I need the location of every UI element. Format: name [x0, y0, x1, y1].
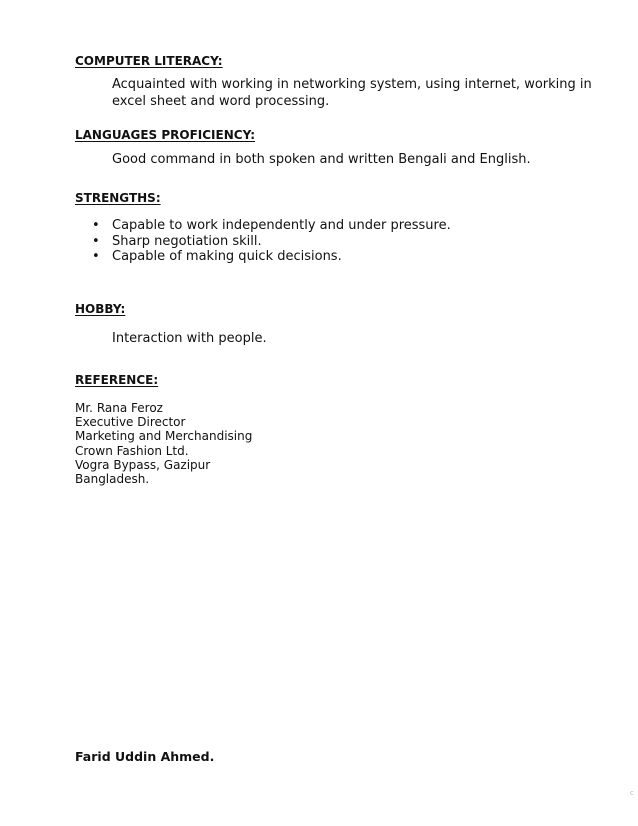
- reference-name: Mr. Rana Feroz: [75, 401, 163, 415]
- strengths-heading: STRENGTHS:: [75, 191, 161, 205]
- languages-heading: LANGUAGES PROFICIENCY:: [75, 128, 256, 142]
- bullet-icon: •: [92, 249, 100, 264]
- reference-department: Marketing and Merchandising: [75, 429, 253, 444]
- computer-literacy-line-1: Acquainted with working in networking system, using internet, working in: [112, 77, 592, 92]
- reference-country: Bangladesh.: [75, 472, 150, 487]
- strength-item: [92, 249, 451, 265]
- strength-text: Capable to work independently and under pressure.: [112, 218, 451, 233]
- strength-item: [92, 218, 451, 234]
- strength-text: Capable of making quick decisions.: [112, 249, 342, 264]
- page-mark: c: [630, 789, 634, 797]
- strength-item: [92, 234, 451, 250]
- reference-title: Executive Director: [75, 415, 186, 430]
- strengths-list: [92, 218, 451, 265]
- reference-block: [75, 401, 252, 486]
- languages-text: Good command in both spoken and written Bengali and English.: [112, 152, 531, 167]
- signature-name: Farid Uddin Ahmed.: [75, 749, 215, 764]
- computer-literacy-line-2: excel sheet and word processing.: [112, 94, 330, 109]
- bullet-icon: •: [92, 218, 100, 233]
- hobby-text: Interaction with people.: [112, 331, 267, 346]
- reference-company: Crown Fashion Ltd.: [75, 443, 189, 458]
- reference-address: Vogra Bypass, Gazipur: [75, 457, 211, 472]
- strength-text: Sharp negotiation skill.: [112, 233, 262, 249]
- hobby-heading: HOBBY:: [75, 302, 126, 316]
- computer-literacy-heading: COMPUTER LITERACY:: [75, 54, 223, 68]
- reference-heading: REFERENCE:: [75, 373, 159, 387]
- bullet-icon: •: [92, 233, 100, 249]
